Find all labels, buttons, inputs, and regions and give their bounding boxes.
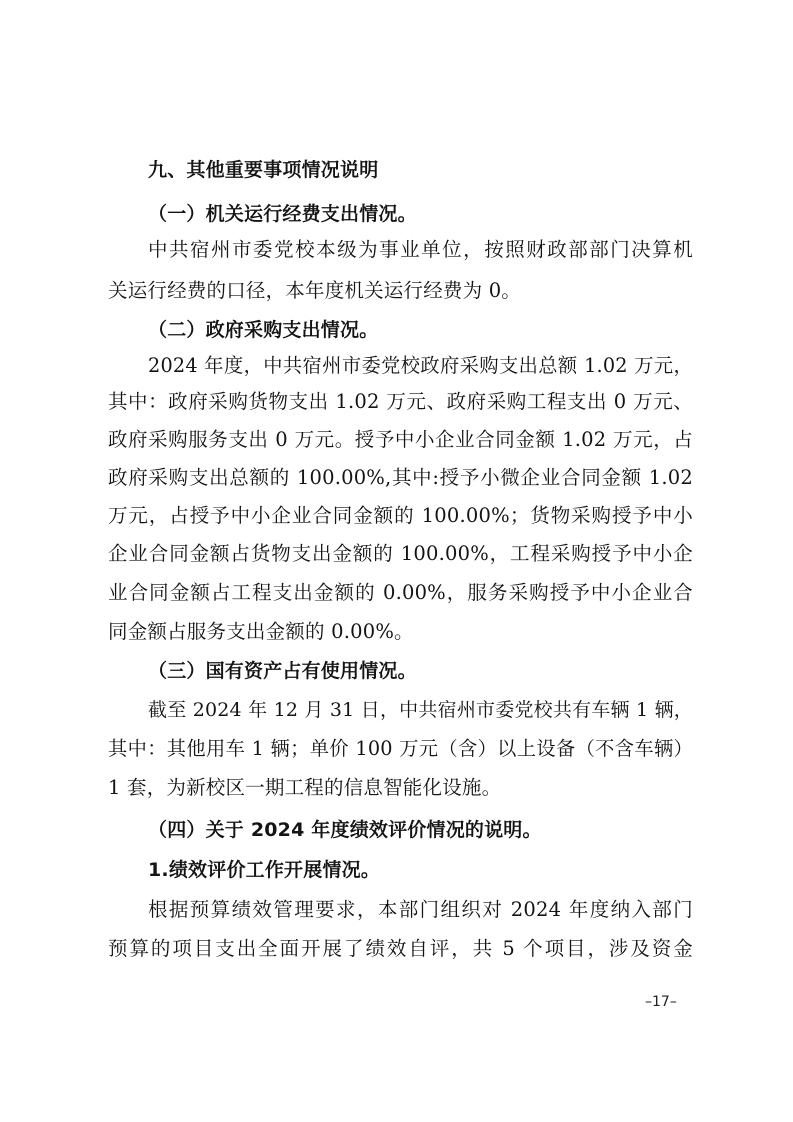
subsection-title: （一）机关运行经费支出情况。 [148, 203, 417, 225]
subsection-title: （三）国有资产占有使用情况。 [148, 660, 417, 682]
paragraph-line: 截至 2024 年 12 月 31 日，中共宿州市委党校共有车辆 1 辆， [148, 699, 693, 721]
paragraph-line: 政府采购支出总额的 100.00%,其中:授予小微企业合同金额 1.02 [108, 466, 693, 489]
paragraph-line: 其中：其他用车 1 辆；单价 100 万元（含）以上设备（不含车辆） [108, 737, 693, 760]
page-number: –17– [645, 994, 677, 1010]
paragraph-line: 预算的项目支出全面开展了绩效自评，共 5 个项目，涉及资金 [108, 937, 693, 960]
subsection-title: （二）政府采购支出情况。 [148, 319, 379, 341]
paragraph-line: 其中：政府采购货物支出 1.02 万元、政府采购工程支出 0 万元、 [108, 390, 693, 413]
paragraph-line: 2024 年度，中共宿州市委党校政府采购支出总额 1.02 万元， [148, 354, 693, 377]
section-title: 九、其他重要事项情况说明 [148, 159, 379, 181]
subsection-title: （四）关于 2024 年度绩效评价情况的说明。 [148, 819, 542, 841]
paragraph-line: 根据预算绩效管理要求，本部门组织对 2024 年度纳入部门 [148, 898, 693, 921]
paragraph-line: 中共宿州市委党校本级为事业单位，按照财政部部门决算机 [148, 238, 693, 261]
paragraph-line: 1 套，为新校区一期工程的信息智能化设施。 [108, 776, 502, 799]
paragraph-line: 同金额占服务支出金额的 0.00%。 [108, 620, 414, 643]
paragraph-line: 企业合同金额占货物支出金额的 100.00%，工程采购授予中小企 [108, 542, 693, 565]
paragraph-line: 业合同金额占工程支出金额的 0.00%，服务采购授予中小企业合 [108, 581, 693, 604]
paragraph-line: 万元，占授予中小企业合同金额的 100.00%；货物采购授予中小 [108, 504, 693, 527]
paragraph-line: 政府采购服务支出 0 万元。授予中小企业合同金额 1.02 万元，占 [108, 428, 693, 451]
sub-subsection-title: 1.绩效评价工作开展情况。 [148, 859, 381, 881]
paragraph-line: 关运行经费的口径，本年度机关运行经费为 0。 [108, 279, 522, 302]
